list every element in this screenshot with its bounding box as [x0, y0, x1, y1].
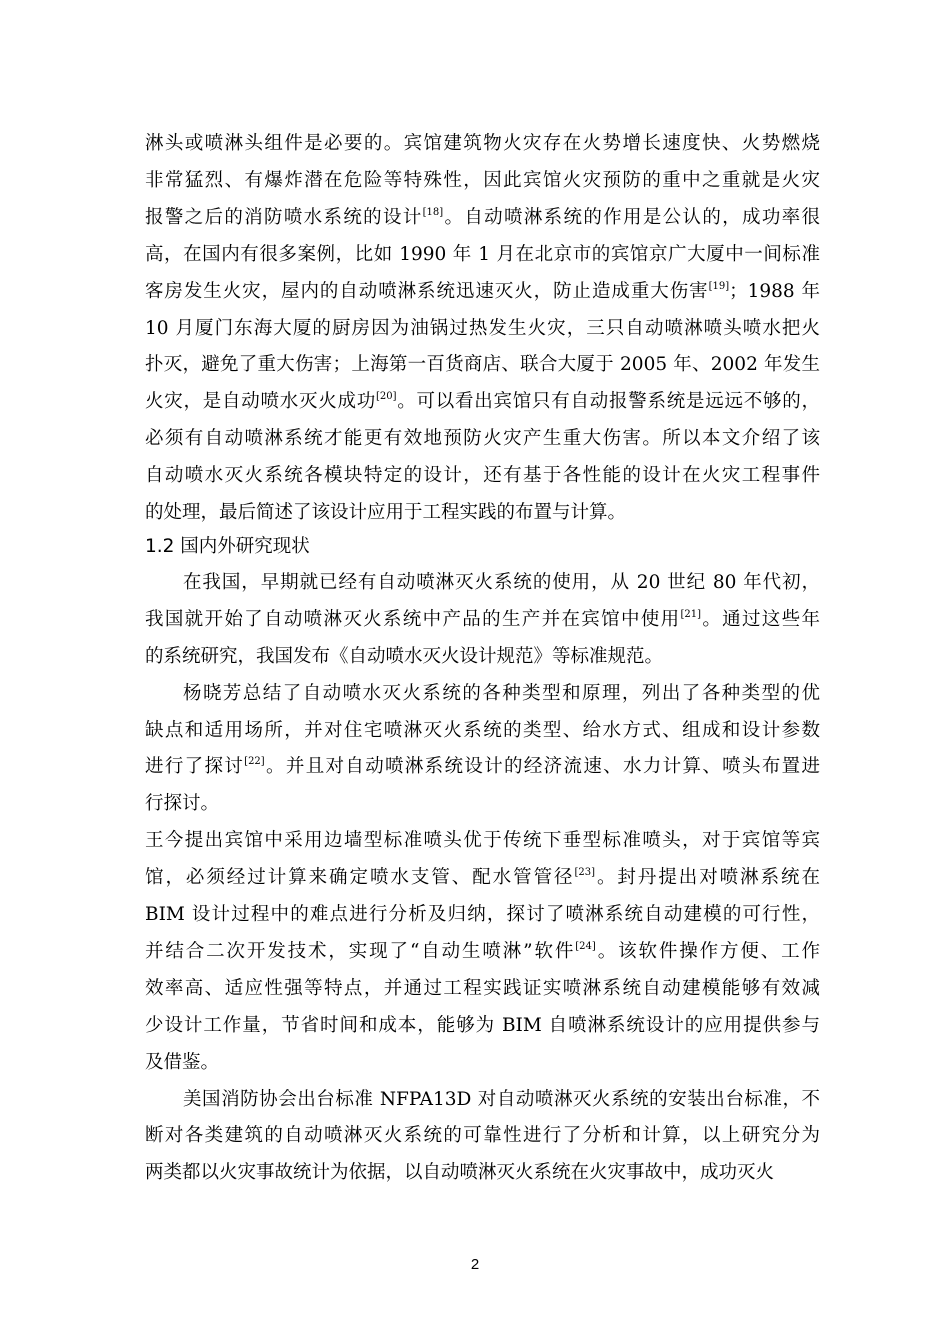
text-line	[145, 242, 820, 268]
text-line	[145, 168, 820, 194]
line-text: 行探讨。	[145, 793, 220, 815]
line-text: 。封丹提出对喷淋系统在	[595, 867, 820, 889]
text-line	[145, 718, 820, 744]
text-line	[145, 1123, 820, 1149]
line-text: 客房发生火灾，屋内的自动喷淋系统迅速灭火，防止造成重大伤害	[145, 280, 709, 302]
text-line	[145, 791, 820, 817]
text-line	[145, 1160, 820, 1186]
line-text: 高，在国内有很多案例，比如 1990 年 1 月在北京市的宾馆京广大厦中一间标准	[145, 243, 820, 265]
citation-ref: [19]	[708, 280, 730, 292]
citation-ref: [20]	[375, 391, 397, 403]
citation-ref: [23]	[574, 867, 596, 879]
line-text: 王今提出宾馆中采用边墙型标准喷头优于传统下垂型标准喷头，对于宾馆等宾	[145, 830, 820, 852]
text-line	[145, 205, 820, 231]
text-line	[145, 500, 820, 526]
text-line	[145, 828, 820, 854]
line-text: 。可以看出宾馆只有自动报警系统是远远不够的，	[396, 391, 820, 413]
line-text: ；1988 年	[729, 280, 820, 302]
line-text: 火灾，是自动喷水灭火成功	[145, 391, 376, 413]
line-text: 并结合二次开发技术，实现了“自动生喷淋”软件	[145, 940, 576, 962]
text-line	[145, 1050, 820, 1076]
text-line	[145, 865, 820, 891]
line-text: 的系统研究，我国发布《自动喷水灭火设计规范》等标准规范。	[145, 645, 664, 667]
citation-ref: [21]	[680, 608, 701, 620]
text-line	[145, 279, 820, 305]
page-number: 2	[470, 1256, 480, 1273]
text-line	[183, 570, 820, 596]
citation-ref: [18]	[422, 206, 444, 218]
line-text: BIM 设计过程中的难点进行分析及归纳，探讨了喷淋系统自动建模的可行性，	[145, 904, 820, 925]
line-text: 。该软件操作方便、工作	[595, 940, 820, 962]
line-text: 及借鉴。	[145, 1051, 220, 1073]
line-text: 美国消防协会出台标准 NFPA13D 对自动喷淋灭火系统的安装出台标准，不	[183, 1088, 820, 1110]
line-text: 的处理，最后简述了该设计应用于工程实践的布置与计算。	[145, 502, 627, 523]
text-line	[145, 389, 820, 415]
text-line	[145, 316, 820, 342]
text-line	[183, 681, 820, 707]
line-text: 淋头或喷淋头组件是必要的。宾馆建筑物火灾存在火势增长速度快、火势燃烧	[145, 133, 820, 154]
line-text: 少设计工作量，节省时间和成本，能够为 BIM 自喷淋系统设计的应用提供参与	[145, 1014, 820, 1036]
line-text: 缺点和适用场所，并对住宅喷淋灭火系统的类型、给水方式、组成和设计参数	[145, 719, 820, 741]
line-text: 我国就开始了自动喷淋灭火系统中产品的生产并在宾馆中使用	[145, 608, 681, 630]
citation-ref: [22]	[244, 756, 265, 768]
text-line	[145, 131, 820, 157]
line-text: 自动喷水灭火系统各模块特定的设计，还有基于各性能的设计在火灾工程事件	[145, 465, 820, 487]
text-line	[145, 352, 820, 378]
text-line	[145, 607, 820, 633]
line-text: 杨晓芳总结了自动喷水灭火系统的各种类型和原理，列出了各种类型的优	[183, 682, 820, 704]
text-line	[183, 1087, 820, 1113]
line-text: 。通过这些年	[700, 608, 820, 630]
line-text: 进行了探讨	[145, 756, 245, 778]
line-text: 馆，必须经过计算来确定喷水支管、配水管管径	[145, 867, 575, 889]
text-line	[145, 1013, 820, 1039]
line-text: 效率高、适应性强等特点，并通过工程实践证实喷淋系统自动建模能够有效减	[145, 977, 820, 999]
line-text: 非常猛烈、有爆炸潜在危险等特殊性，因此宾馆火灾预防的重中之重就是火灾	[145, 169, 820, 191]
text-line	[145, 644, 820, 670]
line-text: 两类都以火灾事故统计为依据，以自动喷淋灭火系统在火灾事故中，成功灭火	[145, 1162, 775, 1184]
line-text: 断对各类建筑的自动喷淋灭火系统的可靠性进行了分析和计算，以上研究分为	[145, 1125, 820, 1147]
line-text: 。并且对自动喷淋系统设计的经济流速、水力计算、喷头布置进	[264, 756, 820, 778]
line-text: 扑灭，避免了重大伤害；上海第一百货商店、联合大厦于 2005 年、2002 年发生	[145, 354, 820, 376]
text-line	[145, 939, 820, 965]
line-text: 在我国，早期就已经有自动喷淋灭火系统的使用，从 20 世纪 80 年代初，	[183, 571, 820, 593]
section-heading: 1.2 国内外研究现状	[145, 535, 310, 557]
text-line	[145, 976, 820, 1002]
citation-ref: [24]	[575, 940, 596, 952]
line-text: 必须有自动喷淋系统才能更有效地预防火灾产生重大伤害。所以本文介绍了该	[145, 428, 820, 450]
text-line	[145, 902, 820, 928]
line-text: 。自动喷淋系统的作用是公认的，成功率很	[443, 206, 820, 228]
text-line	[145, 463, 820, 489]
line-text: 10 月厦门东海大厦的厨房因为油锅过热发生火灾，三只自动喷淋喷头喷水把火	[145, 317, 820, 339]
text-line	[145, 426, 820, 452]
text-line	[145, 754, 820, 780]
line-text: 报警之后的消防喷水系统的设计	[145, 206, 423, 228]
